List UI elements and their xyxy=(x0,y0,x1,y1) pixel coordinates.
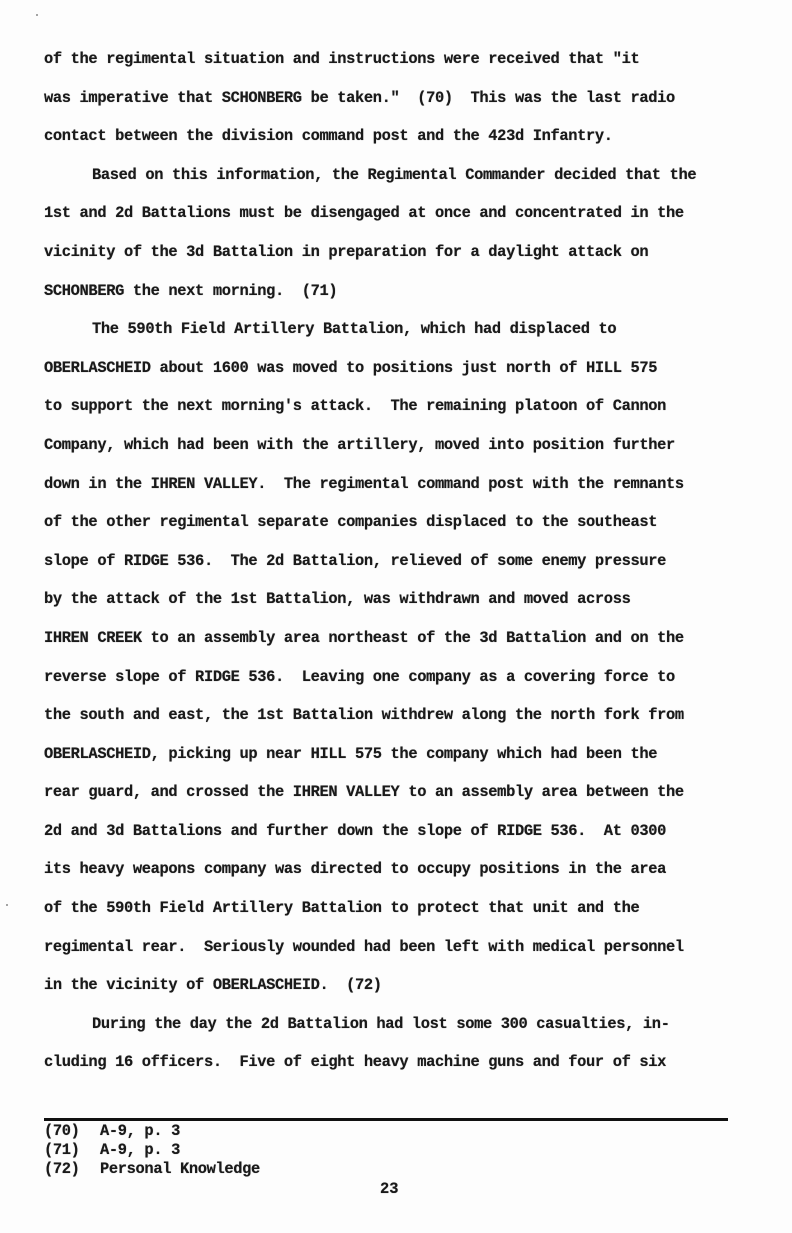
text-line: its heavy weapons company was directed to occupy positions in the area xyxy=(44,860,667,879)
text-line: down in the IHREN VALLEY. The regimental command post with the remnants xyxy=(44,474,684,493)
text-line: OBERLASCHEID, picking up near HILL 575 the company which had been the xyxy=(44,744,658,763)
text-line: contact between the division command post and the 423d Infantry. xyxy=(44,127,613,146)
text-line: Based on this information, the Regimental Commander decided that the xyxy=(92,165,697,184)
text-line: to support the next morning's attack. The remaining platoon of Cannon xyxy=(44,397,667,416)
text-line: regimental rear. Seriously wounded had been left with medical personnel xyxy=(44,937,684,956)
footnote-number: (72) xyxy=(44,1160,80,1178)
scan-speck xyxy=(6,904,8,906)
text-line: reverse slope of RIDGE 536. Leaving one company as a covering force to xyxy=(44,667,675,686)
text-line: rear guard, and crossed the IHREN VALLEY to an assembly area between the xyxy=(44,783,684,802)
text-line: OBERLASCHEID about 1600 was moved to positions just north of HILL 575 xyxy=(44,358,658,377)
text-line: was imperative that SCHONBERG be taken." (70) This was the last radio xyxy=(44,88,675,107)
text-line: the south and east, the 1st Battalion withdrew along the north fork from xyxy=(44,706,684,725)
text-line: slope of RIDGE 536. The 2d Battalion, relieved of some enemy pressure xyxy=(44,551,667,570)
page-number: 23 xyxy=(380,1180,399,1198)
text-line: vicinity of the 3d Battalion in preparation for a daylight attack on xyxy=(44,242,649,261)
footnote-number: (71) xyxy=(44,1141,80,1159)
text-line: 2d and 3d Battalions and further down the slope of RIDGE 536. At 0300 xyxy=(44,821,667,840)
text-line: Company, which had been with the artillery, moved into position further xyxy=(44,435,675,454)
footnote-text: Personal Knowledge xyxy=(100,1160,260,1178)
text-line: of the other regimental separate companies displaced to the southeast xyxy=(44,513,658,532)
footnote-text: A-9, p. 3 xyxy=(100,1122,180,1140)
text-line: 1st and 2d Battalions must be disengaged at once and concentrated in the xyxy=(44,204,684,223)
text-line: of the regimental situation and instructions were received that "it xyxy=(44,50,640,68)
footnote xyxy=(44,1122,260,1141)
footnote xyxy=(44,1160,260,1179)
scan-speck xyxy=(36,14,38,16)
text-line: by the attack of the 1st Battalion, was withdrawn and moved across xyxy=(44,590,631,609)
text-line: of the 590th Field Artillery Battalion to protect that unit and the xyxy=(44,899,640,918)
text-line: IHREN CREEK to an assembly area northeast of the 3d Battalion and on the xyxy=(44,628,684,647)
text-line: SCHONBERG the next morning. (71) xyxy=(44,281,338,300)
text-line: During the day the 2d Battalion had lost some 300 casualties, in- xyxy=(92,1014,670,1033)
footnote-divider xyxy=(44,1118,728,1121)
body-text xyxy=(44,44,774,1086)
text-line: cluding 16 officers. Five of eight heavy machine guns and four of six xyxy=(44,1053,667,1072)
text-line: The 590th Field Artillery Battalion, which had displaced to xyxy=(92,320,617,339)
footnotes xyxy=(44,1122,260,1179)
footnote xyxy=(44,1141,260,1160)
footnote-text: A-9, p. 3 xyxy=(100,1141,180,1159)
text-line: in the vicinity of OBERLASCHEID. (72) xyxy=(44,976,382,995)
footnote-number: (70) xyxy=(44,1122,80,1140)
